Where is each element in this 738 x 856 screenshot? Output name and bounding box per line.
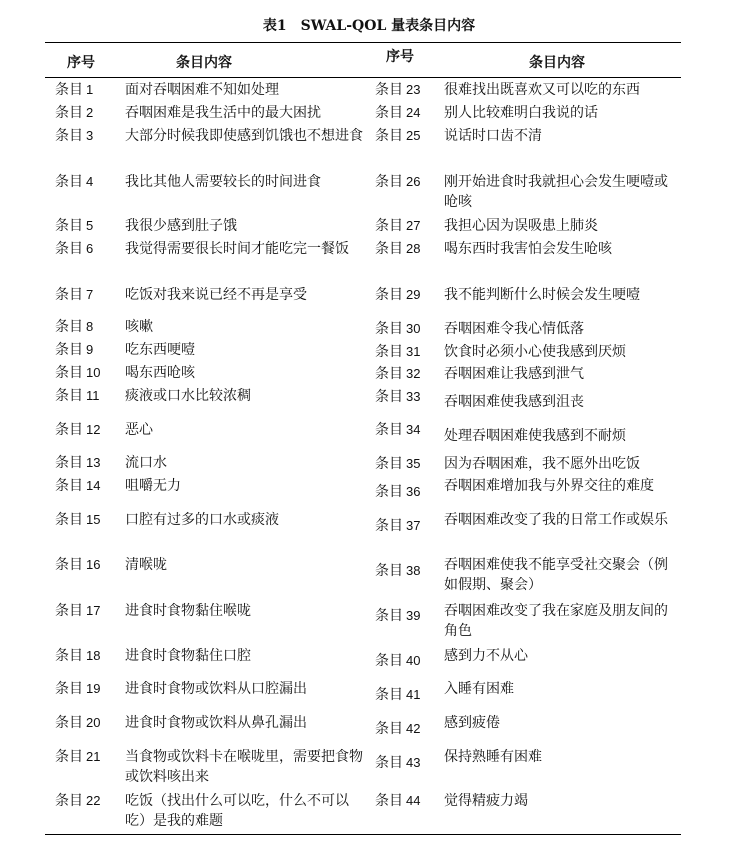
index-label: 条目 [55, 128, 83, 144]
index-number: 24 [406, 105, 421, 120]
row-content: 我觉得需要很长时间才能吃完一餐饭 [125, 241, 349, 257]
index-number: 5 [86, 218, 94, 233]
index-number: 23 [406, 82, 421, 97]
row-index [55, 386, 100, 406]
index-number: 22 [86, 793, 101, 808]
index-number: 25 [406, 128, 421, 143]
index-number: 10 [86, 365, 101, 380]
row-index [375, 172, 420, 192]
index-label: 条目 [55, 82, 83, 98]
row-index [375, 719, 420, 739]
row-content: 饮食时必须小心使我感到厌烦 [444, 344, 626, 360]
row-content: 痰液或口水比较浓稠 [125, 388, 251, 404]
row-index [55, 126, 93, 146]
index-label: 条目 [55, 793, 83, 809]
index-label: 条目 [55, 603, 83, 619]
row-content: 感到力不从心 [444, 648, 528, 664]
row-content: 吞咽困难改变了我的日常工作或娱乐 [444, 512, 668, 528]
index-number: 39 [406, 608, 421, 623]
index-label: 条目 [375, 389, 403, 405]
row-index [375, 561, 420, 581]
row-index [375, 80, 420, 100]
row-content: 我比其他人需要较长的时间进食 [125, 174, 321, 190]
row-content: 进食时食物或饮料从口腔漏出 [125, 681, 307, 697]
index-number: 40 [406, 653, 421, 668]
index-label: 条目 [375, 721, 403, 737]
row-index [55, 420, 100, 440]
index-label: 条目 [55, 388, 83, 404]
index-label: 条目 [375, 128, 403, 144]
row-index [375, 126, 420, 146]
header-rule [45, 77, 681, 78]
index-label: 条目 [55, 422, 83, 438]
index-number: 20 [86, 715, 101, 730]
row-content: 保持熟睡有困难 [444, 749, 542, 765]
index-label: 条目 [375, 563, 403, 579]
index-label: 条目 [375, 82, 403, 98]
row-content: 进食时食物黏住口腔 [125, 648, 251, 664]
row-content: 我很少感到肚子饿 [125, 218, 237, 234]
row-content: 口腔有过多的口水或痰液 [125, 512, 279, 528]
index-number: 4 [86, 174, 94, 189]
row-content: 觉得精疲力竭 [444, 793, 528, 809]
index-label: 条目 [55, 557, 83, 573]
row-index [55, 239, 93, 259]
row-index [375, 239, 420, 259]
index-label: 条目 [375, 484, 403, 500]
row-content: 刚开始进食时我就担心会发生哽噎或呛咳 [444, 174, 668, 210]
row-index [55, 216, 93, 236]
index-number: 15 [86, 512, 101, 527]
index-label: 条目 [375, 218, 403, 234]
index-label: 条目 [375, 687, 403, 703]
row-index [375, 342, 420, 362]
row-index [375, 103, 420, 123]
row-content: 咀嚼无力 [125, 478, 181, 494]
index-number: 16 [86, 557, 101, 572]
index-label: 条目 [375, 755, 403, 771]
row-index [55, 453, 100, 473]
row-content: 吃东西哽噎 [125, 342, 195, 358]
row-index [55, 601, 100, 621]
index-number: 32 [406, 366, 421, 381]
row-content: 说话时口齿不清 [444, 128, 542, 144]
index-number: 11 [86, 388, 100, 403]
table-title [0, 15, 738, 35]
index-label: 条目 [55, 648, 83, 664]
row-content: 吞咽困难使我感到沮丧 [444, 394, 584, 410]
index-label: 条目 [55, 105, 83, 121]
index-label: 条目 [55, 218, 83, 234]
row-index [55, 679, 100, 699]
index-label: 条目 [375, 287, 403, 303]
index-label: 条目 [55, 749, 83, 765]
row-index [375, 606, 420, 626]
row-index [375, 753, 420, 773]
row-content: 喝东西呛咳 [125, 365, 195, 381]
row-content: 吞咽困难是我生活中的最大困扰 [125, 105, 321, 121]
index-number: 27 [406, 218, 421, 233]
row-index [55, 317, 93, 337]
index-number: 41 [406, 687, 421, 702]
row-index [375, 482, 420, 502]
row-content: 很难找出既喜欢又可以吃的东西 [444, 82, 640, 98]
row-index [55, 80, 93, 100]
row-index [55, 103, 93, 123]
index-label: 条目 [55, 512, 83, 528]
row-index [375, 387, 420, 407]
row-content: 喝东西时我害怕会发生呛咳 [444, 241, 612, 257]
row-content: 当食物或饮料卡在喉咙里，需要把食物或饮料咳出来 [125, 749, 363, 785]
index-number: 37 [406, 518, 421, 533]
row-index [55, 791, 100, 811]
row-content: 感到疲倦 [444, 715, 500, 731]
row-content: 入睡有困难 [444, 681, 514, 697]
header-left-content: 条目内容 [176, 55, 232, 71]
index-number: 7 [86, 287, 94, 302]
index-number: 33 [406, 389, 421, 404]
index-label: 条目 [375, 105, 403, 121]
index-label: 条目 [375, 518, 403, 534]
index-number: 19 [86, 681, 101, 696]
index-number: 26 [406, 174, 421, 189]
index-label: 条目 [55, 174, 83, 190]
row-index [55, 713, 100, 733]
index-number: 30 [406, 321, 421, 336]
index-number: 14 [86, 478, 101, 493]
row-content: 我担心因为误吸患上肺炎 [444, 218, 598, 234]
index-label: 条目 [375, 653, 403, 669]
row-content: 咳嗽 [125, 319, 153, 335]
row-index [375, 216, 420, 236]
index-number: 21 [86, 749, 101, 764]
index-number: 3 [86, 128, 94, 143]
row-index [55, 172, 93, 192]
index-label: 条目 [55, 478, 83, 494]
index-label: 条目 [375, 344, 403, 360]
row-content: 吞咽困难改变了我在家庭及朋友间的角色 [444, 603, 668, 639]
index-label: 条目 [55, 715, 83, 731]
table-caption: SWAL-QOL 量表条目内容 [300, 18, 476, 34]
row-content: 吞咽困难让我感到泄气 [444, 366, 584, 382]
row-index [375, 454, 420, 474]
row-content: 吞咽困难增加我与外界交往的难度 [444, 478, 654, 494]
row-content: 面对吞咽困难不知如处理 [125, 82, 279, 98]
row-content: 吃饭对我来说已经不再是享受 [125, 287, 307, 303]
bottom-rule [45, 834, 681, 835]
index-label: 条目 [375, 366, 403, 382]
row-index [375, 285, 420, 305]
row-content: 我不能判断什么时候会发生哽噎 [444, 287, 640, 303]
row-content: 恶心 [125, 422, 153, 438]
index-label: 条目 [55, 241, 83, 257]
header-left-index: 序号 [67, 55, 95, 71]
index-label: 条目 [55, 365, 83, 381]
row-index [375, 516, 420, 536]
index-label: 条目 [55, 455, 83, 471]
row-index [55, 646, 100, 666]
index-label: 条目 [55, 681, 83, 697]
row-content: 吞咽困难使我不能享受社交聚会（例如假期、聚会） [444, 557, 668, 593]
row-index [55, 747, 100, 767]
row-content: 进食时食物或饮料从鼻孔漏出 [125, 715, 307, 731]
index-number: 31 [406, 344, 421, 359]
row-content: 吃饭（找出什么可以吃，什么不可以吃）是我的难题 [125, 793, 349, 829]
index-label: 条目 [375, 608, 403, 624]
index-number: 12 [86, 422, 101, 437]
index-number: 29 [406, 287, 421, 302]
index-number: 2 [86, 105, 94, 120]
index-number: 17 [86, 603, 101, 618]
index-label: 条目 [375, 793, 403, 809]
index-number: 6 [86, 241, 94, 256]
header-right-index: 序号 [386, 49, 414, 65]
index-number: 34 [406, 422, 421, 437]
index-number: 36 [406, 484, 421, 499]
row-index [55, 555, 100, 575]
row-index [375, 420, 420, 440]
row-index [55, 340, 93, 360]
index-number: 38 [406, 563, 421, 578]
index-number: 28 [406, 241, 421, 256]
row-content: 处理吞咽困难使我感到不耐烦 [444, 428, 626, 444]
index-label: 条目 [375, 456, 403, 472]
row-content: 因为吞咽困难，我不愿外出吃饭 [444, 456, 640, 472]
row-index [55, 285, 93, 305]
index-number: 35 [406, 456, 421, 471]
row-index [55, 363, 100, 383]
index-label: 条目 [375, 241, 403, 257]
index-number: 18 [86, 648, 101, 663]
index-label: 条目 [55, 319, 83, 335]
index-number: 43 [406, 755, 421, 770]
index-number: 9 [86, 342, 94, 357]
row-content: 别人比较难明白我说的话 [444, 105, 598, 121]
index-label: 条目 [55, 287, 83, 303]
index-label: 条目 [375, 321, 403, 337]
index-number: 13 [86, 455, 101, 470]
row-index [375, 364, 420, 384]
table-number: 表1 [262, 18, 287, 34]
index-label: 条目 [375, 174, 403, 190]
index-label: 条目 [55, 342, 83, 358]
row-index [55, 510, 100, 530]
header-right-content: 条目内容 [529, 55, 585, 71]
row-index [375, 651, 420, 671]
row-index [375, 319, 420, 339]
row-index [55, 476, 100, 496]
row-content: 吞咽困难令我心情低落 [444, 321, 584, 337]
row-content: 进食时食物黏住喉咙 [125, 603, 251, 619]
row-content: 大部分时候我即使感到饥饿也不想进食 [125, 128, 363, 144]
index-number: 8 [86, 319, 94, 334]
index-label: 条目 [375, 422, 403, 438]
row-content: 清喉咙 [125, 557, 167, 573]
index-number: 44 [406, 793, 421, 808]
index-number: 1 [86, 82, 94, 97]
row-content: 流口水 [125, 455, 167, 471]
index-number: 42 [406, 721, 421, 736]
top-rule [45, 42, 681, 43]
row-index [375, 685, 420, 705]
row-index [375, 791, 420, 811]
